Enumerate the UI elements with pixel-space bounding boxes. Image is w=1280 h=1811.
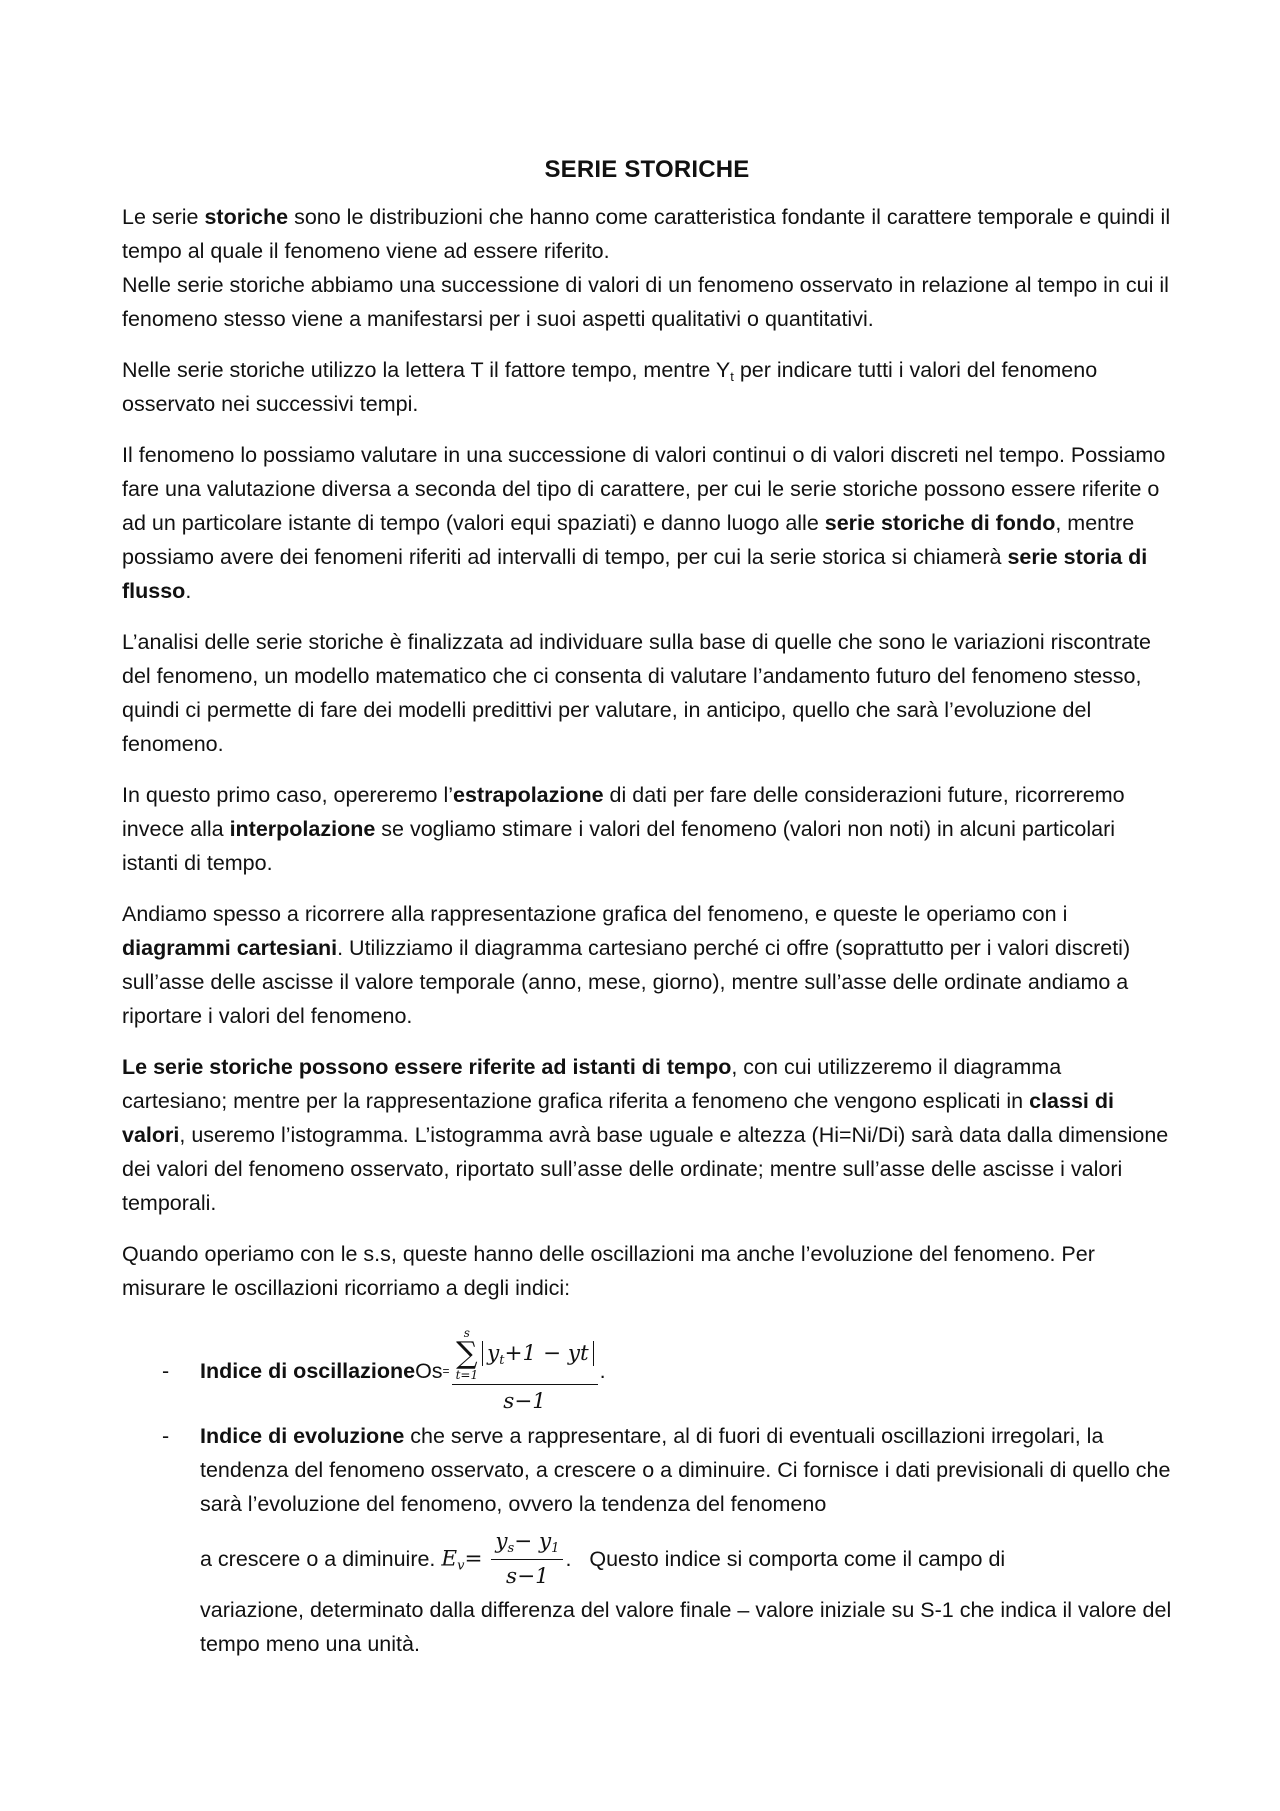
sigma-symbol: s ∑ t=1 <box>455 1325 479 1382</box>
oscillation-formula: s ∑ t=1 $y_t+1$ − yt s−1 <box>450 1326 600 1417</box>
paragraph-succession: Nelle serie storiche abbiamo una successione di valori di un fenomeno osservato in relazione al tempo in cui il fenomeno stesso viene a manifestarsi per i suoi aspetti qualitativi o quantitativi. <box>122 273 1169 331</box>
list-dash: - <box>162 1424 170 1448</box>
paragraph-valuation: Il fenomeno lo possiamo valutare in una successione di valori continui o di valori discreti nel tempo. Possiamo fare una valutazione diversa a seconda del tipo di carattere, per cui le serie storiche possono essere riferite o ad un particolare istante di tempo (valori equi spaziati) e danno luogo alle serie storiche di fondo, mentre possiamo avere dei fenomeni riferiti ad intervalli di tempo, per cui la serie storica si chiamerà serie storia di flusso. <box>122 443 1166 603</box>
evolution-label: Indice di evoluzione <box>200 1424 405 1448</box>
oscillation-label: Indice di oscillazione <box>200 1359 416 1383</box>
bold-diagrammi-cartesiani: diagrammi cartesiani <box>122 936 338 960</box>
evolution-formula: $E_v=$ $\frac{y_s- y_1}{s-1}$ <box>441 1527 565 1592</box>
list-item-oscillation: - Indice di oscillazione Os = s ∑ t=1 $y_t+1$ − yt s−1 . <box>122 1323 1172 1419</box>
page-title: SERIE STORICHE <box>544 156 750 183</box>
document-page <box>122 156 1172 1661</box>
bold-serie-di-fondo: serie storiche di fondo <box>824 511 1056 535</box>
paragraph-oscillations: Quando operiamo con le s.s, queste hanno delle oscillazioni ma anche l’evoluzione del fenomeno. Per misurare le oscillazioni ricorriamo a degli indici: <box>122 1242 1095 1300</box>
bold-classi-di-valori: classi di valori <box>122 1089 1114 1147</box>
paragraph-histogram: Le serie storiche possono essere riferite ad istanti di tempo, con cui utilizzeremo il diagramma cartesiano; mentre per la rappresentazione grafica riferita a fenomeno che vengono esplicati in classi di valori, useremo l’istogramma. L’istogramma avrà base uguale e altezza (Hi=Ni/Di) sarà data dalla dimensione dei valori del fenomeno osservato, riportato sull’asse delle ordinate; mentre sull’asse delle ascisse i valori temporali. <box>122 1055 1169 1215</box>
list-item-evolution: - Indice di evoluzione che serve a rappresentare, al di fuori di eventuali oscillazioni irregolari, la tendenza del fenomeno osservato, a crescere o a diminuire. Ci fornisce i dati previsionali di quello che sarà l’evoluzione del fenomeno, ovvero la tendenza del fenomeno a crescere o a diminuire. $E_v=$ $\frac{y_s- y_1}{s-1}$ . Questo indice si comporta come il campo di variazione, determinato dalla differenza del valore finale – valore iniziale su S-1 che indica il valore del tempo meno una unità. <box>122 1419 1172 1661</box>
paragraph-notation: Nelle serie storiche utilizzo la lettera T il fattore tempo, mentre $Y_t$ per indicare tutti i valori del fenomeno osservato nei successivi tempi. <box>122 358 1098 416</box>
bold-interpolazione: interpolazione <box>229 817 376 841</box>
list-dash: - <box>162 1359 170 1383</box>
indices-list <box>122 1323 1172 1661</box>
bold-serie-di-flusso: serie storia di flusso <box>122 545 1148 603</box>
bold-estrapolazione: estrapolazione <box>453 783 604 807</box>
paragraph-analysis: L’analisi delle serie storiche è finalizzata ad individuare sulla base di quelle che sono le variazioni riscontrate del fenomeno, un modello matematico che ci consenta di valutare l’andamento futuro del fenomeno stesso, quindi ci permette di fare dei modelli predittivi per valutare, in anticipo, quello che sarà l’evoluzione del fenomeno. <box>122 630 1152 756</box>
paragraph-cartesian: Andiamo spesso a ricorrere alla rappresentazione grafica del fenomeno, e queste le operiamo con i diagrammi cartesiani. Utilizziamo il diagramma cartesiano perché ci offre (soprattutto per i valori discreti) sull’asse delle ascisse il valore temporale (anno, mese, giorno), mentre sull’asse delle ordinate andiamo a riportare i valori del fenomeno. <box>122 902 1131 1028</box>
bold-istanti-di-tempo: Le serie storiche possono essere riferite ad istanti di tempo <box>122 1055 732 1079</box>
paragraph-intro: Le serie storiche sono le distribuzioni che hanno come caratteristica fondante il carattere temporale e quindi il tempo al quale il fenomeno viene ad essere riferito. <box>122 205 1171 263</box>
paragraph-extrapolation: In questo primo caso, opereremo l’estrapolazione di dati per fare delle considerazioni future, ricorreremo invece alla interpolazione se vogliamo stimare i valori del fenomeno (valori non noti) in alcuni particolari istanti di tempo. <box>122 783 1125 875</box>
bold-storiche: storiche <box>204 205 289 229</box>
